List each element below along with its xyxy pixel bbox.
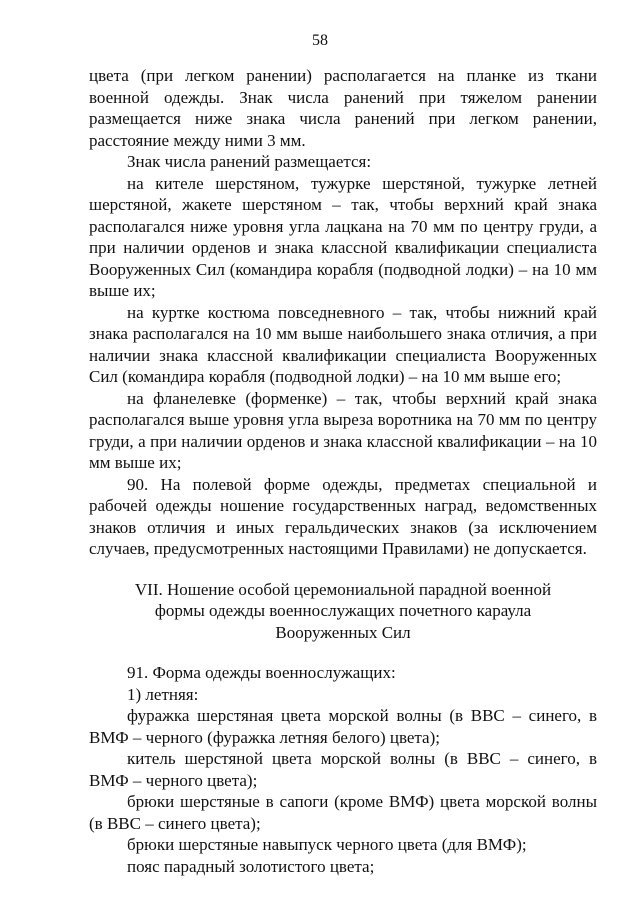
paragraph-tunic-placement: на кителе шерстяном, тужурке шерстяной, тужурке летней шерстяной, жакете шерстяном – так, чтобы верхний край знака располагался ниже уровня угла лацкана на 70 мм по центру груди, а при наличии орденов и знака классной квалификации специалиста Вооруженных Сил (командира корабля (подводной лодки) – на 10 мм выше их; <box>89 173 597 300</box>
list-item-trousers-straight: брюки шерстяные навыпуск черного цвета (для ВМФ); <box>127 835 527 854</box>
paragraph-91: 91. Форма одежды военнослужащих: <box>127 663 396 682</box>
paragraph-flannel-placement: на фланелевке (форменке) – так, чтобы верхний край знака располагался выше уровня угла выреза воротника на 70 мм по центру груди, а при наличии орденов и знака классной квалификации – на 10 мм выше их; <box>89 388 597 472</box>
list-item-cap: фуражка шерстяная цвета морской волны (в ВВС – синего, в ВМФ – черного (фуражка летняя белого) цвета); <box>89 706 597 747</box>
paragraph-continuation: цвета (при легком ранении) располагается на планке из ткани военной одежды. Знак числа ранений при тяжелом ранении размещается ниже знака числа ранений при легком ранении, расстояние между ними 3 мм. <box>89 66 597 150</box>
list-item-trousers-boots: брюки шерстяные в сапоги (кроме ВМФ) цвета морской волны (в ВВС – синего цвета); <box>89 792 597 833</box>
list-item-tunic: китель шерстяной цвета морской волны (в ВВС – синего, в ВМФ – черного цвета); <box>89 749 597 790</box>
paragraph-jacket-placement: на куртке костюма повседневного – так, чтобы нижний край знака располагался на 10 мм выше наибольшего знака отличия, а при наличии знака классной квалификации специалиста Вооруженных Сил (командира корабля (подводной лодки) – на 10 мм выше его; <box>89 302 597 386</box>
section-heading-line: формы одежды военнослужащих почетного караула <box>154 601 532 620</box>
section-heading-line: Вооруженных Сил <box>275 622 411 642</box>
document-body <box>89 65 597 877</box>
section-heading <box>89 579 597 644</box>
section-heading-line: VII. Ношение особой церемониальной парадной военной <box>134 579 552 599</box>
list-item-summer: 1) летняя: <box>127 684 199 704</box>
paragraph-wound-sign-intro: Знак числа ранений размещается: <box>127 152 372 171</box>
paragraph-90: 90. На полевой форме одежды, предметах специальной и рабочей одежды ношение государственных наград, ведомственных знаков отличия и иных геральдических знаков (за исключением случаев, предусмотренных настоящими Правилами) не допускается. <box>89 474 597 558</box>
page-number: 58 <box>312 32 328 49</box>
list-item-belt: пояс парадный золотистого цвета; <box>127 856 375 876</box>
